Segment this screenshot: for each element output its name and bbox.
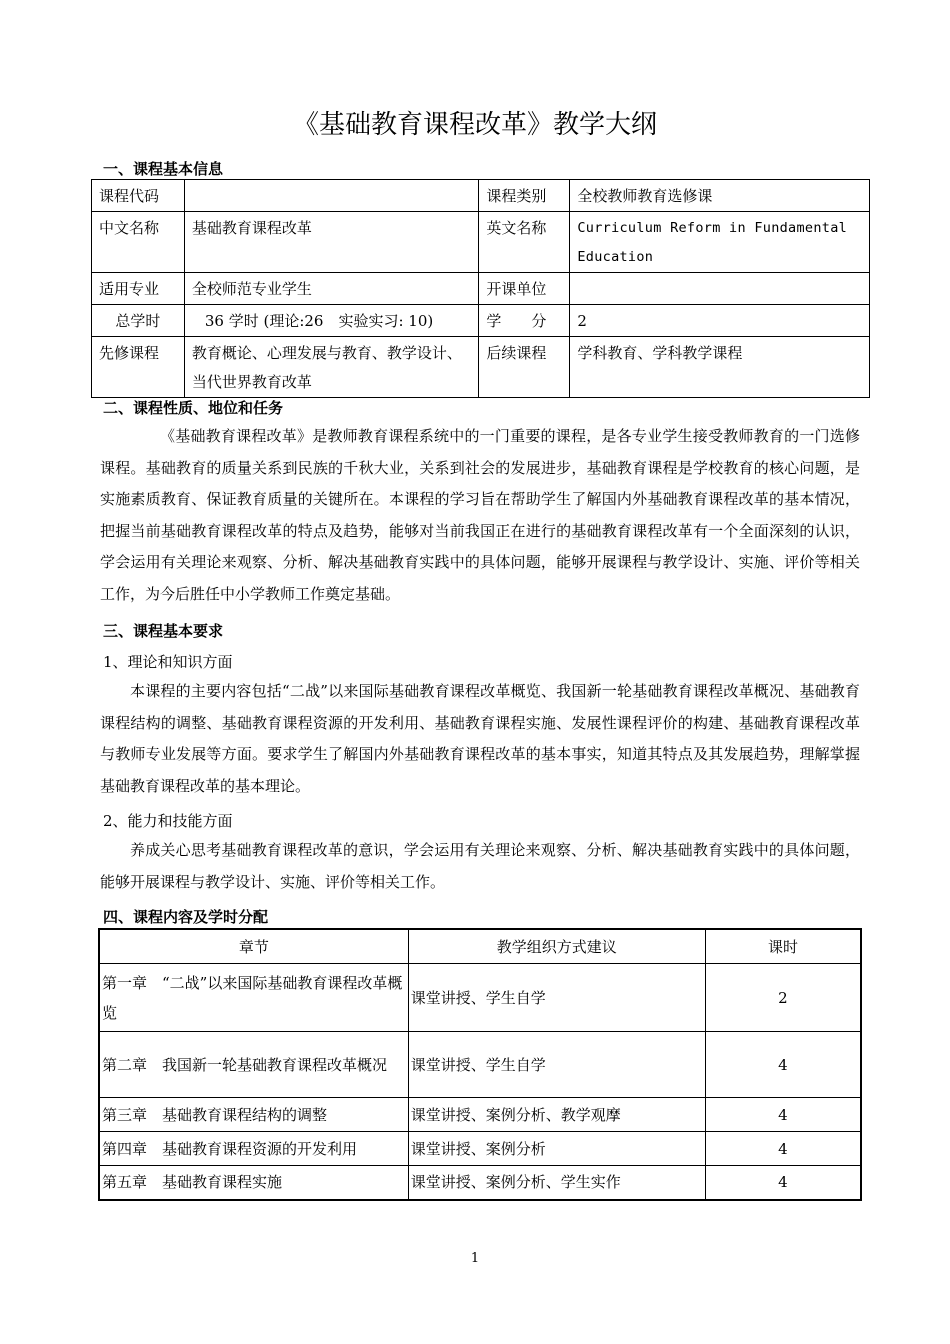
method-cell: 课堂讲授、学生自学 [408,1032,705,1098]
chapter-cell: 第四章 基础教育课程资源的开发利用 [99,1132,408,1166]
method-cell: 课堂讲授、案例分析、学生实作 [408,1166,705,1200]
info-row-name [92,212,870,273]
table-row [99,1132,861,1166]
info-row-prereq [92,337,870,398]
table-row [99,1032,861,1098]
prereq-label: 先修课程 [92,337,185,398]
table-row [99,1166,861,1200]
unit-value [570,273,870,305]
credit-value: 2 [570,305,870,337]
hours-value: 36 学时 (理论:26 实验实习: 10) [184,305,479,337]
type-value: 全校教师教育选修课 [570,180,870,212]
method-cell: 课堂讲授、案例分析、教学观摩 [408,1098,705,1132]
hours-cell: 4 [705,1098,861,1132]
info-row-hours [92,305,870,337]
content-hours-table [98,928,862,1201]
section-heading-basic-info: 一、课程基本信息 [103,160,224,178]
code-value [184,180,479,212]
course-info-table [91,179,870,398]
major-value: 全校师范专业学生 [184,273,479,305]
table-row [99,1098,861,1132]
table-header-row [99,929,861,964]
page-number: 1 [470,1251,480,1266]
requirement-2-paragraph: 养成关心思考基础教育课程改革的意识，学会运用有关理论来观察、分析、解决基础教育实践中的具体问题，能够开展课程与教学设计、实施、评价等相关工作。 [100,841,860,891]
nature-paragraph: 《基础教育课程改革》是教师教育课程系统中的一门重要的课程，是各专业学生接受教师教育的一门选修课程。基础教育的质量关系到民族的千秋大业，关系到社会的发展进步，基础教育课程是学校教育的核心问题，是实施素质教育、保证教育质量的关键所在。本课程的学习旨在帮助学生了解国内外基础教育课程改革的基本情况，把握当前基础教育课程改革的特点及趋势，能够对当前我国正在进行的基础教育课程改革有一个全面深刻的认识，学会运用有关理论来观察、分析、解决基础教育实践中的具体问题，能够开展课程与教学设计、实施、评价等相关工作，为今后胜任中小学教师工作奠定基础。 [100,427,860,603]
table-row [99,964,861,1032]
page-title: 《基础教育课程改革》教学大纲 [292,110,657,140]
en-name-value: Curriculum Reform in Fundamental Education [570,212,870,273]
cn-name-value: 基础教育课程改革 [184,212,479,273]
method-cell: 课堂讲授、案例分析 [408,1132,705,1166]
requirement-1-paragraph: 本课程的主要内容包括“二战”以来国际基础教育课程改革概览、我国新一轮基础教育课程改革概况、基础教育课程结构的调整、基础教育课程资源的开发利用、基础教育课程实施、发展性课程评价的构建、基础教育课程改革与教师专业发展等方面。要求学生了解国内外基础教育课程改革的基本事实，知道其特点及其发展趋势，理解掌握基础教育课程改革的基本理论。 [100,682,860,795]
followup-value: 学科教育、学科教学课程 [570,337,870,398]
hours-label: 总学时 [92,305,185,337]
hours-cell: 4 [705,1132,861,1166]
chapter-cell: 第三章 基础教育课程结构的调整 [99,1098,408,1132]
hours-cell: 4 [705,1032,861,1098]
cn-name-label: 中文名称 [92,212,185,273]
en-name-label: 英文名称 [479,212,570,273]
hours-cell: 4 [705,1166,861,1200]
requirement-2-title: 2、能力和技能方面 [103,812,233,830]
type-label: 课程类别 [479,180,570,212]
requirement-1-title: 1、理论和知识方面 [103,653,233,671]
header-hours: 课时 [705,929,861,964]
unit-label: 开课单位 [479,273,570,305]
hours-cell: 2 [705,964,861,1032]
info-row-code [92,180,870,212]
method-cell: 课堂讲授、学生自学 [408,964,705,1032]
chapter-cell: 第一章 “二战”以来国际基础教育课程改革概览 [99,964,408,1032]
credit-label: 学 分 [479,305,570,337]
section-heading-nature: 二、课程性质、地位和任务 [103,399,284,417]
section-heading-content: 四、课程内容及学时分配 [103,908,269,926]
code-label: 课程代码 [92,180,185,212]
prereq-value: 教育概论、心理发展与教育、教学设计、当代世界教育改革 [184,337,479,398]
info-row-major [92,273,870,305]
major-label: 适用专业 [92,273,185,305]
header-method: 教学组织方式建议 [408,929,705,964]
header-chapter: 章节 [99,929,408,964]
chapter-cell: 第五章 基础教育课程实施 [99,1166,408,1200]
followup-label: 后续课程 [479,337,570,398]
chapter-cell: 第二章 我国新一轮基础教育课程改革概况 [99,1032,408,1098]
section-heading-requirements: 三、课程基本要求 [103,622,224,640]
